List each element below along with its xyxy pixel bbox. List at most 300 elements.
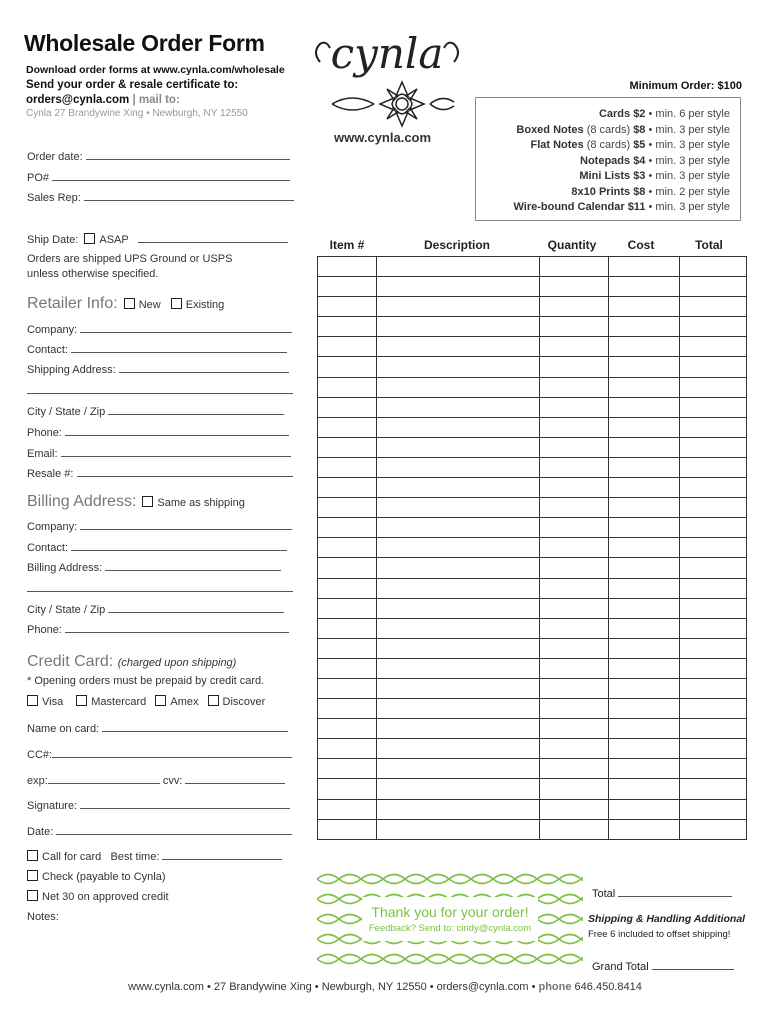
visa-checkbox[interactable] [27, 695, 38, 706]
pattern-loop [339, 935, 361, 944]
table-row [318, 417, 747, 437]
table-cell[interactable] [609, 357, 680, 377]
price-item-name: Cards [598, 108, 631, 120]
table-cell[interactable] [377, 558, 540, 578]
table-cell[interactable] [318, 357, 377, 377]
table-cell[interactable] [318, 417, 377, 437]
table-row [318, 598, 747, 618]
table-cell[interactable] [540, 618, 609, 638]
website-label[interactable]: www.cynla.com [334, 130, 432, 145]
table-row [318, 257, 747, 277]
table-cell[interactable] [540, 779, 609, 799]
same-as-shipping-checkbox[interactable] [142, 496, 153, 507]
table-cell[interactable] [680, 699, 747, 719]
city-state-zip-field[interactable]: City / State / Zip [27, 404, 284, 418]
billing-company-field[interactable]: Company: [27, 519, 292, 533]
logo-wordmark: cynla [330, 29, 444, 78]
table-cell[interactable] [318, 819, 377, 839]
pattern-loop [383, 875, 405, 884]
shipping-note: Shipping & Handling Additional [588, 913, 746, 925]
footer-text: www.cynla.com • 27 Brandywine Xing • Newburgh, NY 12550 • orders@cynla.com • [128, 981, 536, 993]
thank-you-message [317, 904, 583, 934]
table-cell[interactable] [540, 719, 609, 739]
separator: | [132, 94, 136, 106]
table-cell[interactable] [609, 397, 680, 417]
pattern-loop [471, 955, 493, 964]
table-cell[interactable] [377, 739, 540, 759]
table-cell[interactable] [680, 277, 747, 297]
price-item-price: $4 [633, 154, 646, 167]
table-row [318, 558, 747, 578]
table-cell[interactable] [377, 638, 540, 658]
table-cell[interactable] [540, 417, 609, 437]
pattern-loop [537, 875, 559, 884]
pattern-loop [405, 875, 427, 884]
price-row: Notepads $4 • min. 3 per style [580, 154, 730, 167]
table-cell[interactable] [540, 357, 609, 377]
table-cell[interactable] [540, 397, 609, 417]
pattern-loop [317, 895, 339, 904]
pattern-loop [559, 935, 581, 944]
table-cell[interactable] [540, 297, 609, 317]
table-cell[interactable] [377, 257, 540, 277]
pattern-loop [361, 955, 383, 964]
table-cell[interactable] [680, 257, 747, 277]
table-cell[interactable] [377, 437, 540, 457]
sales-rep-field[interactable]: Sales Rep: [27, 190, 294, 204]
table-cell[interactable] [609, 819, 680, 839]
table-cell[interactable] [609, 658, 680, 678]
table-cell[interactable] [680, 437, 747, 457]
table-cell[interactable] [540, 638, 609, 658]
table-cell[interactable] [377, 658, 540, 678]
table-cell[interactable] [680, 558, 747, 578]
pattern-loop [537, 935, 559, 944]
send-instructions [26, 78, 238, 108]
table-cell[interactable] [377, 377, 540, 397]
table-cell[interactable] [609, 297, 680, 317]
table-cell[interactable] [609, 759, 680, 779]
price-row: Mini Lists $3 • min. 3 per style [579, 170, 730, 182]
table-cell[interactable] [318, 457, 377, 477]
table-cell[interactable] [377, 417, 540, 437]
table-row [318, 719, 747, 739]
table-cell[interactable] [680, 719, 747, 739]
table-cell[interactable] [318, 337, 377, 357]
table-cell[interactable] [377, 678, 540, 698]
table-cell[interactable] [318, 558, 377, 578]
shipping-address-field[interactable]: Shipping Address: [27, 362, 289, 376]
check-option[interactable]: Check (payable to Cynla) [21, 870, 166, 883]
price-item-price: $3 [633, 170, 646, 182]
send-line: Send your order & resale certificate to: [26, 79, 239, 91]
table-cell[interactable] [540, 678, 609, 698]
table-cell[interactable] [318, 678, 377, 698]
table-row [318, 297, 747, 317]
price-item-min: min. 3 per style [655, 201, 730, 213]
table-cell[interactable] [540, 498, 609, 518]
pattern-loop [493, 875, 515, 884]
price-item-price: $8 [633, 123, 646, 136]
table-cell[interactable] [377, 518, 540, 538]
price-row: Cards $2 • min. 6 per style [598, 108, 730, 120]
amex-checkbox[interactable] [155, 695, 166, 706]
pattern-loop [581, 875, 583, 884]
po-field[interactable]: PO# [27, 170, 290, 184]
name-on-card-field[interactable]: Name on card: [27, 721, 288, 735]
mail-to-label: mail to: [138, 94, 180, 106]
pattern-loop [339, 895, 361, 904]
minimum-order: Minimum Order: $100 [629, 80, 742, 92]
table-cell[interactable] [318, 518, 377, 538]
table-cell[interactable] [318, 538, 377, 558]
ship-date-field[interactable]: Ship Date: ASAP [27, 232, 288, 246]
table-cell[interactable] [680, 357, 747, 377]
table-cell[interactable] [680, 317, 747, 337]
table-cell[interactable] [540, 437, 609, 457]
table-cell[interactable] [377, 457, 540, 477]
price-item-name: Notepads [580, 154, 631, 167]
table-cell[interactable] [609, 598, 680, 618]
table-cell[interactable] [318, 618, 377, 638]
table-cell[interactable] [377, 397, 540, 417]
price-item-price: $2 [633, 108, 646, 120]
table-cell[interactable] [318, 699, 377, 719]
billing-address-line2[interactable] [27, 581, 293, 595]
table-cell[interactable] [609, 558, 680, 578]
mailing-address: Cynla 27 Brandywine Xing • Newburgh, NY 12550 [26, 108, 248, 119]
table-cell[interactable] [680, 759, 747, 779]
table-cell[interactable] [680, 779, 747, 799]
table-cell[interactable] [609, 277, 680, 297]
table-cell[interactable] [609, 779, 680, 799]
table-cell[interactable] [318, 317, 377, 337]
table-cell[interactable] [377, 719, 540, 739]
table-cell[interactable] [377, 759, 540, 779]
table-cell[interactable] [377, 317, 540, 337]
date-field[interactable]: Date: [27, 824, 292, 838]
table-cell[interactable] [377, 618, 540, 638]
table-row [318, 739, 747, 759]
table-cell[interactable] [540, 759, 609, 779]
order-table [317, 256, 747, 840]
table-cell[interactable] [540, 518, 609, 538]
price-row: Flat Notes (8 cards) $5 • min. 3 per style [530, 139, 730, 151]
table-cell[interactable] [540, 558, 609, 578]
table-cell[interactable] [318, 598, 377, 618]
asap-checkbox[interactable] [84, 233, 95, 244]
company-field[interactable]: Company: [27, 322, 292, 336]
table-cell[interactable] [680, 819, 747, 839]
billing-address-heading: Billing Address: Same as shipping [27, 493, 245, 510]
pattern-loop [361, 875, 383, 884]
net30-checkbox[interactable] [27, 890, 38, 901]
table-cell[interactable] [318, 799, 377, 819]
table-cell[interactable] [680, 518, 747, 538]
table-cell[interactable] [609, 538, 680, 558]
price-item-min: min. 3 per style [655, 154, 730, 167]
table-cell[interactable] [377, 699, 540, 719]
pattern-loop [449, 875, 471, 884]
table-cell[interactable] [609, 417, 680, 437]
table-row [318, 518, 747, 538]
table-cell[interactable] [540, 277, 609, 297]
pattern-loop [339, 955, 361, 964]
table-cell[interactable] [680, 598, 747, 618]
table-cell[interactable] [680, 457, 747, 477]
table-cell[interactable] [609, 317, 680, 337]
table-cell[interactable] [540, 658, 609, 678]
card-type-options: Visa Mastercard Amex Discover [21, 695, 265, 708]
table-cell[interactable] [609, 799, 680, 819]
table-cell[interactable] [377, 478, 540, 498]
table-cell[interactable] [318, 759, 377, 779]
footer [0, 981, 770, 993]
new-checkbox[interactable] [124, 298, 135, 309]
price-item-price: $5 [633, 139, 646, 151]
table-cell[interactable] [540, 819, 609, 839]
pattern-loop [515, 955, 537, 964]
table-cell[interactable] [609, 377, 680, 397]
table-cell[interactable] [318, 638, 377, 658]
pattern-loop [471, 875, 493, 884]
billing-address-field[interactable]: Billing Address: [27, 560, 281, 574]
table-cell[interactable] [680, 799, 747, 819]
orders-email[interactable]: orders@cynla.com [26, 94, 130, 106]
pattern-loop [449, 955, 471, 964]
pattern-loop [559, 875, 581, 884]
pattern-loop [427, 955, 449, 964]
phone-number[interactable]: 646.450.8414 [574, 981, 642, 993]
pattern-loop [581, 895, 583, 904]
pattern-loop [537, 895, 559, 904]
pattern-loop [559, 895, 581, 904]
pattern-loop [515, 875, 537, 884]
table-cell[interactable] [377, 337, 540, 357]
table-cell[interactable] [680, 638, 747, 658]
table-cell[interactable] [609, 437, 680, 457]
table-cell[interactable] [609, 719, 680, 739]
total-field[interactable]: Total [592, 886, 732, 900]
pattern-loop [559, 955, 581, 964]
pattern-loop [317, 875, 339, 884]
exp-cvv-field[interactable]: exp: cvv: [27, 773, 285, 787]
table-cell[interactable] [540, 377, 609, 397]
table-cell[interactable] [318, 478, 377, 498]
table-row [318, 779, 747, 799]
table-cell[interactable] [680, 618, 747, 638]
table-cell[interactable] [680, 658, 747, 678]
table-cell[interactable] [540, 478, 609, 498]
price-item-min: min. 3 per style [655, 139, 730, 151]
table-cell[interactable] [318, 397, 377, 417]
table-cell[interactable] [318, 498, 377, 518]
table-cell[interactable] [609, 618, 680, 638]
table-cell[interactable] [377, 799, 540, 819]
free-note: Free 6 included to offset shipping! [588, 929, 731, 940]
table-cell[interactable] [318, 437, 377, 457]
table-row [318, 819, 747, 839]
resale-field[interactable]: Resale #: [27, 466, 293, 480]
table-cell[interactable] [680, 678, 747, 698]
download-line: Download order forms at www.cynla.com/wholesale [26, 64, 285, 76]
call-for-card-field[interactable]: Call for card Best time: [21, 849, 282, 863]
table-cell[interactable] [680, 739, 747, 759]
call-for-card-checkbox[interactable] [27, 850, 38, 861]
table-cell[interactable] [540, 457, 609, 477]
contact-field[interactable]: Contact: [27, 342, 287, 356]
price-item-price: $8 [633, 185, 646, 198]
table-cell[interactable] [680, 337, 747, 357]
pattern-loop [339, 875, 361, 884]
shipping-address-line2[interactable] [27, 383, 293, 397]
table-cell[interactable] [377, 498, 540, 518]
table-row [318, 357, 747, 377]
table-cell[interactable] [540, 337, 609, 357]
table-cell[interactable] [680, 397, 747, 417]
price-item-name: Mini Lists [579, 170, 631, 182]
phone-field[interactable]: Phone: [27, 425, 289, 439]
table-cell[interactable] [318, 719, 377, 739]
price-item-name: Wire-bound Calendar [513, 201, 625, 213]
table-cell[interactable] [318, 658, 377, 678]
pattern-loop [581, 935, 583, 944]
table-cell[interactable] [540, 739, 609, 759]
col-header-cost: Cost [627, 238, 655, 252]
price-item-price: $11 [627, 201, 646, 213]
pattern-loop [581, 955, 583, 964]
table-cell[interactable] [609, 518, 680, 538]
table-row [318, 538, 747, 558]
price-item-min: min. 2 per style [655, 185, 730, 198]
grand-total-field[interactable]: Grand Total [592, 959, 734, 973]
table-cell[interactable] [377, 538, 540, 558]
signature-field[interactable]: Signature: [27, 798, 290, 812]
table-row [318, 658, 747, 678]
price-item-name: 8x10 Prints [571, 185, 631, 198]
order-date-field[interactable]: Order date: [27, 149, 290, 163]
table-row [318, 678, 747, 698]
col-header-description: Description [423, 238, 490, 252]
table-cell[interactable] [609, 699, 680, 719]
phone-label: phone [538, 981, 572, 993]
table-cell[interactable] [680, 578, 747, 598]
price-item-name: Boxed Notes [516, 123, 584, 136]
table-cell[interactable] [540, 699, 609, 719]
table-cell[interactable] [377, 779, 540, 799]
net30-option[interactable]: Net 30 on approved credit [21, 890, 169, 903]
cynla-logo [312, 22, 462, 142]
existing-checkbox[interactable] [171, 298, 182, 309]
table-cell[interactable] [680, 377, 747, 397]
pricing-box [475, 97, 741, 221]
pattern-loop [493, 955, 515, 964]
cc-number-field[interactable]: CC#: [27, 747, 292, 761]
table-cell[interactable] [318, 779, 377, 799]
table-cell[interactable] [609, 478, 680, 498]
col-header-quantity: Quantity [547, 238, 597, 252]
table-cell[interactable] [540, 578, 609, 598]
pattern-loop [317, 935, 339, 944]
table-cell[interactable] [680, 478, 747, 498]
notes-label: Notes: [27, 911, 59, 923]
price-item-min: min. 3 per style [655, 123, 730, 136]
credit-card-heading: Credit Card: (charged upon shipping) [27, 653, 237, 670]
price-item-detail: (8 cards) [586, 123, 631, 136]
table-cell[interactable] [318, 297, 377, 317]
table-cell[interactable] [377, 357, 540, 377]
table-cell[interactable] [318, 578, 377, 598]
table-cell[interactable] [609, 498, 680, 518]
pattern-loop [537, 955, 559, 964]
table-cell[interactable] [377, 598, 540, 618]
table-row [318, 478, 747, 498]
thank-you-text: Thank you for your order! [371, 904, 529, 920]
table-cell[interactable] [377, 819, 540, 839]
email-field[interactable]: Email: [27, 446, 291, 460]
table-cell[interactable] [540, 257, 609, 277]
table-row [318, 457, 747, 477]
table-row [318, 799, 747, 819]
table-cell[interactable] [609, 457, 680, 477]
table-cell[interactable] [377, 277, 540, 297]
table-cell[interactable] [609, 678, 680, 698]
table-cell[interactable] [318, 277, 377, 297]
table-row [318, 498, 747, 518]
billing-city-field[interactable]: City / State / Zip [27, 602, 284, 616]
table-cell[interactable] [609, 739, 680, 759]
discover-checkbox[interactable] [208, 695, 219, 706]
table-row [318, 377, 747, 397]
price-item-min: min. 6 per style [655, 108, 730, 120]
col-header-total: Total [695, 238, 723, 252]
pattern-loop [317, 955, 339, 964]
billing-phone-field[interactable]: Phone: [27, 622, 289, 636]
mastercard-checkbox[interactable] [76, 695, 87, 706]
price-row: 8x10 Prints $8 • min. 2 per style [571, 185, 730, 198]
table-cell[interactable] [680, 417, 747, 437]
table-cell[interactable] [540, 799, 609, 819]
table-cell[interactable] [609, 638, 680, 658]
table-cell[interactable] [680, 297, 747, 317]
table-cell[interactable] [609, 257, 680, 277]
col-header-item: Item # [329, 238, 365, 252]
table-row [318, 618, 747, 638]
table-cell[interactable] [318, 377, 377, 397]
pattern-loop [427, 875, 449, 884]
table-cell[interactable] [377, 297, 540, 317]
table-row [318, 317, 747, 337]
pattern-loop [405, 955, 427, 964]
billing-contact-field[interactable]: Contact: [27, 540, 287, 554]
table-cell[interactable] [680, 538, 747, 558]
table-row [318, 397, 747, 417]
table-cell[interactable] [540, 538, 609, 558]
table-cell[interactable] [680, 498, 747, 518]
table-row [318, 638, 747, 658]
table-cell[interactable] [377, 578, 540, 598]
table-cell[interactable] [609, 337, 680, 357]
table-cell[interactable] [540, 317, 609, 337]
feedback-text: Feedback? Send to: cindy@cynla.com [368, 923, 532, 934]
price-row: Boxed Notes (8 cards) $8 • min. 3 per style [516, 123, 730, 136]
table-cell[interactable] [609, 578, 680, 598]
table-cell[interactable] [540, 598, 609, 618]
table-cell[interactable] [318, 739, 377, 759]
check-checkbox[interactable] [27, 870, 38, 881]
table-cell[interactable] [318, 257, 377, 277]
price-item-name: Flat Notes [530, 139, 584, 151]
